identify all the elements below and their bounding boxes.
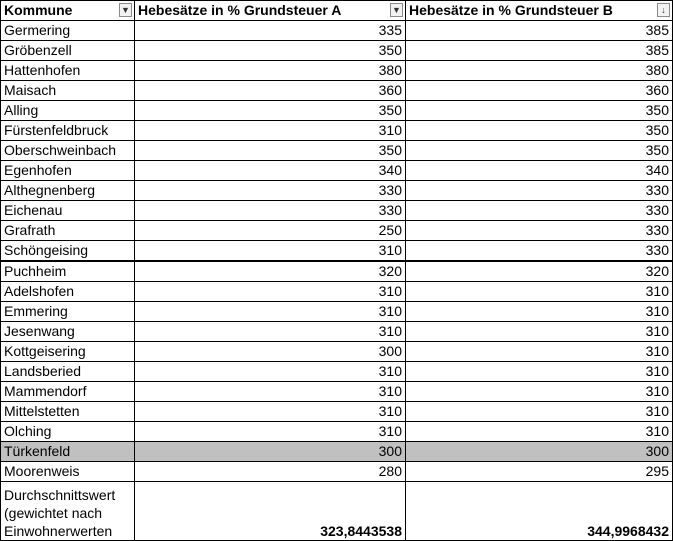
table-row bbox=[1, 101, 673, 121]
cell-grundsteuer-a[interactable]: 335 bbox=[135, 21, 406, 41]
cell-grundsteuer-a[interactable]: 310 bbox=[135, 121, 406, 141]
header-kommune-label: Kommune bbox=[4, 2, 73, 18]
cell-grundsteuer-a[interactable]: 250 bbox=[135, 221, 406, 241]
cell-grundsteuer-b[interactable]: 330 bbox=[406, 181, 673, 201]
cell-grundsteuer-b[interactable]: 310 bbox=[406, 402, 673, 422]
table-row bbox=[1, 141, 673, 161]
cell-kommune[interactable]: Olching bbox=[1, 422, 135, 442]
cell-grundsteuer-a[interactable]: 310 bbox=[135, 302, 406, 322]
cell-kommune[interactable]: Landsberied bbox=[1, 362, 135, 382]
cell-grundsteuer-b[interactable]: 350 bbox=[406, 101, 673, 121]
table-row bbox=[1, 41, 673, 61]
sort-descending-icon[interactable]: ↓ bbox=[657, 3, 670, 17]
average-grundsteuer-b[interactable]: 344,9968432 bbox=[406, 482, 673, 541]
table-body bbox=[1, 21, 673, 541]
table-row bbox=[1, 442, 673, 462]
cell-kommune[interactable]: Hattenhofen bbox=[1, 61, 135, 81]
cell-grundsteuer-b[interactable]: 330 bbox=[406, 221, 673, 241]
cell-grundsteuer-b[interactable]: 340 bbox=[406, 161, 673, 181]
cell-kommune[interactable]: Adelshofen bbox=[1, 282, 135, 302]
table-row bbox=[1, 261, 673, 282]
average-label[interactable]: Durchschnittswert (gewichtet nach Einwohnerwerten bbox=[1, 482, 135, 541]
cell-kommune[interactable]: Germering bbox=[1, 21, 135, 41]
cell-grundsteuer-a[interactable]: 360 bbox=[135, 81, 406, 101]
cell-grundsteuer-a[interactable]: 310 bbox=[135, 422, 406, 442]
table-row bbox=[1, 61, 673, 81]
cell-grundsteuer-b[interactable]: 385 bbox=[406, 41, 673, 61]
cell-kommune[interactable]: Mammendorf bbox=[1, 382, 135, 402]
cell-kommune[interactable]: Fürstenfeldbruck bbox=[1, 121, 135, 141]
cell-grundsteuer-b[interactable]: 310 bbox=[406, 282, 673, 302]
cell-grundsteuer-b[interactable]: 310 bbox=[406, 322, 673, 342]
cell-kommune[interactable]: Moorenweis bbox=[1, 462, 135, 482]
table-row bbox=[1, 362, 673, 382]
table-row bbox=[1, 462, 673, 482]
cell-grundsteuer-b[interactable]: 310 bbox=[406, 302, 673, 322]
cell-grundsteuer-b[interactable]: 295 bbox=[406, 462, 673, 482]
cell-grundsteuer-a[interactable]: 320 bbox=[135, 261, 406, 282]
header-kommune bbox=[1, 1, 135, 21]
cell-grundsteuer-b[interactable]: 385 bbox=[406, 21, 673, 41]
table-row bbox=[1, 81, 673, 101]
cell-kommune[interactable]: Schöngeising bbox=[1, 241, 135, 262]
cell-grundsteuer-a[interactable]: 300 bbox=[135, 342, 406, 362]
cell-grundsteuer-a[interactable]: 310 bbox=[135, 241, 406, 262]
table-row bbox=[1, 201, 673, 221]
header-row bbox=[1, 1, 673, 21]
cell-grundsteuer-a[interactable]: 350 bbox=[135, 101, 406, 121]
cell-grundsteuer-a[interactable]: 310 bbox=[135, 362, 406, 382]
filter-dropdown-icon[interactable]: ▼ bbox=[119, 3, 132, 17]
cell-grundsteuer-a[interactable]: 380 bbox=[135, 61, 406, 81]
cell-grundsteuer-a[interactable]: 310 bbox=[135, 382, 406, 402]
cell-kommune[interactable]: Türkenfeld bbox=[1, 442, 135, 462]
average-row bbox=[1, 482, 673, 541]
header-grundsteuer-a-label: Hebesätze in % Grundsteuer A bbox=[138, 2, 342, 18]
cell-grundsteuer-b[interactable]: 310 bbox=[406, 422, 673, 442]
table-row bbox=[1, 402, 673, 422]
cell-grundsteuer-b[interactable]: 360 bbox=[406, 81, 673, 101]
table-row bbox=[1, 161, 673, 181]
table-row bbox=[1, 282, 673, 302]
cell-kommune[interactable]: Jesenwang bbox=[1, 322, 135, 342]
header-grundsteuer-b bbox=[406, 1, 673, 21]
cell-grundsteuer-b[interactable]: 380 bbox=[406, 61, 673, 81]
table-row bbox=[1, 221, 673, 241]
cell-kommune[interactable]: Althegnenberg bbox=[1, 181, 135, 201]
header-grundsteuer-b-label: Hebesätze in % Grundsteuer B bbox=[409, 2, 613, 18]
cell-grundsteuer-b[interactable]: 330 bbox=[406, 201, 673, 221]
cell-grundsteuer-a[interactable]: 340 bbox=[135, 161, 406, 181]
table-row bbox=[1, 241, 673, 262]
header-grundsteuer-a bbox=[135, 1, 406, 21]
table-row bbox=[1, 21, 673, 41]
table-row bbox=[1, 342, 673, 362]
table-row bbox=[1, 422, 673, 442]
cell-kommune[interactable]: Emmering bbox=[1, 302, 135, 322]
cell-grundsteuer-a[interactable]: 310 bbox=[135, 282, 406, 302]
cell-kommune[interactable]: Egenhofen bbox=[1, 161, 135, 181]
cell-grundsteuer-b[interactable]: 320 bbox=[406, 261, 673, 282]
cell-kommune[interactable]: Mittelstetten bbox=[1, 402, 135, 422]
cell-grundsteuer-a[interactable]: 310 bbox=[135, 322, 406, 342]
cell-kommune[interactable]: Gröbenzell bbox=[1, 41, 135, 61]
table-row bbox=[1, 121, 673, 141]
cell-grundsteuer-b[interactable]: 300 bbox=[406, 442, 673, 462]
cell-kommune[interactable]: Oberschweinbach bbox=[1, 141, 135, 161]
table-row bbox=[1, 382, 673, 402]
cell-kommune[interactable]: Puchheim bbox=[1, 261, 135, 282]
cell-kommune[interactable]: Maisach bbox=[1, 81, 135, 101]
cell-grundsteuer-a[interactable]: 280 bbox=[135, 462, 406, 482]
cell-grundsteuer-a[interactable]: 300 bbox=[135, 442, 406, 462]
filter-dropdown-icon[interactable]: ▼ bbox=[390, 3, 403, 17]
table-row bbox=[1, 322, 673, 342]
cell-kommune[interactable]: Kottgeisering bbox=[1, 342, 135, 362]
cell-grundsteuer-a[interactable]: 310 bbox=[135, 402, 406, 422]
cell-kommune[interactable]: Alling bbox=[1, 101, 135, 121]
cell-kommune[interactable]: Eichenau bbox=[1, 201, 135, 221]
table-row bbox=[1, 302, 673, 322]
table-row bbox=[1, 181, 673, 201]
cell-grundsteuer-b[interactable]: 310 bbox=[406, 382, 673, 402]
cell-kommune[interactable]: Grafrath bbox=[1, 221, 135, 241]
cell-grundsteuer-b[interactable]: 350 bbox=[406, 121, 673, 141]
cell-grundsteuer-a[interactable]: 330 bbox=[135, 201, 406, 221]
cell-grundsteuer-b[interactable]: 330 bbox=[406, 241, 673, 262]
cell-grundsteuer-b[interactable]: 310 bbox=[406, 362, 673, 382]
cell-grundsteuer-a[interactable]: 350 bbox=[135, 41, 406, 61]
cell-grundsteuer-a[interactable]: 350 bbox=[135, 141, 406, 161]
cell-grundsteuer-b[interactable]: 310 bbox=[406, 342, 673, 362]
cell-grundsteuer-b[interactable]: 350 bbox=[406, 141, 673, 161]
cell-grundsteuer-a[interactable]: 330 bbox=[135, 181, 406, 201]
average-grundsteuer-a[interactable]: 323,8443538 bbox=[135, 482, 406, 541]
